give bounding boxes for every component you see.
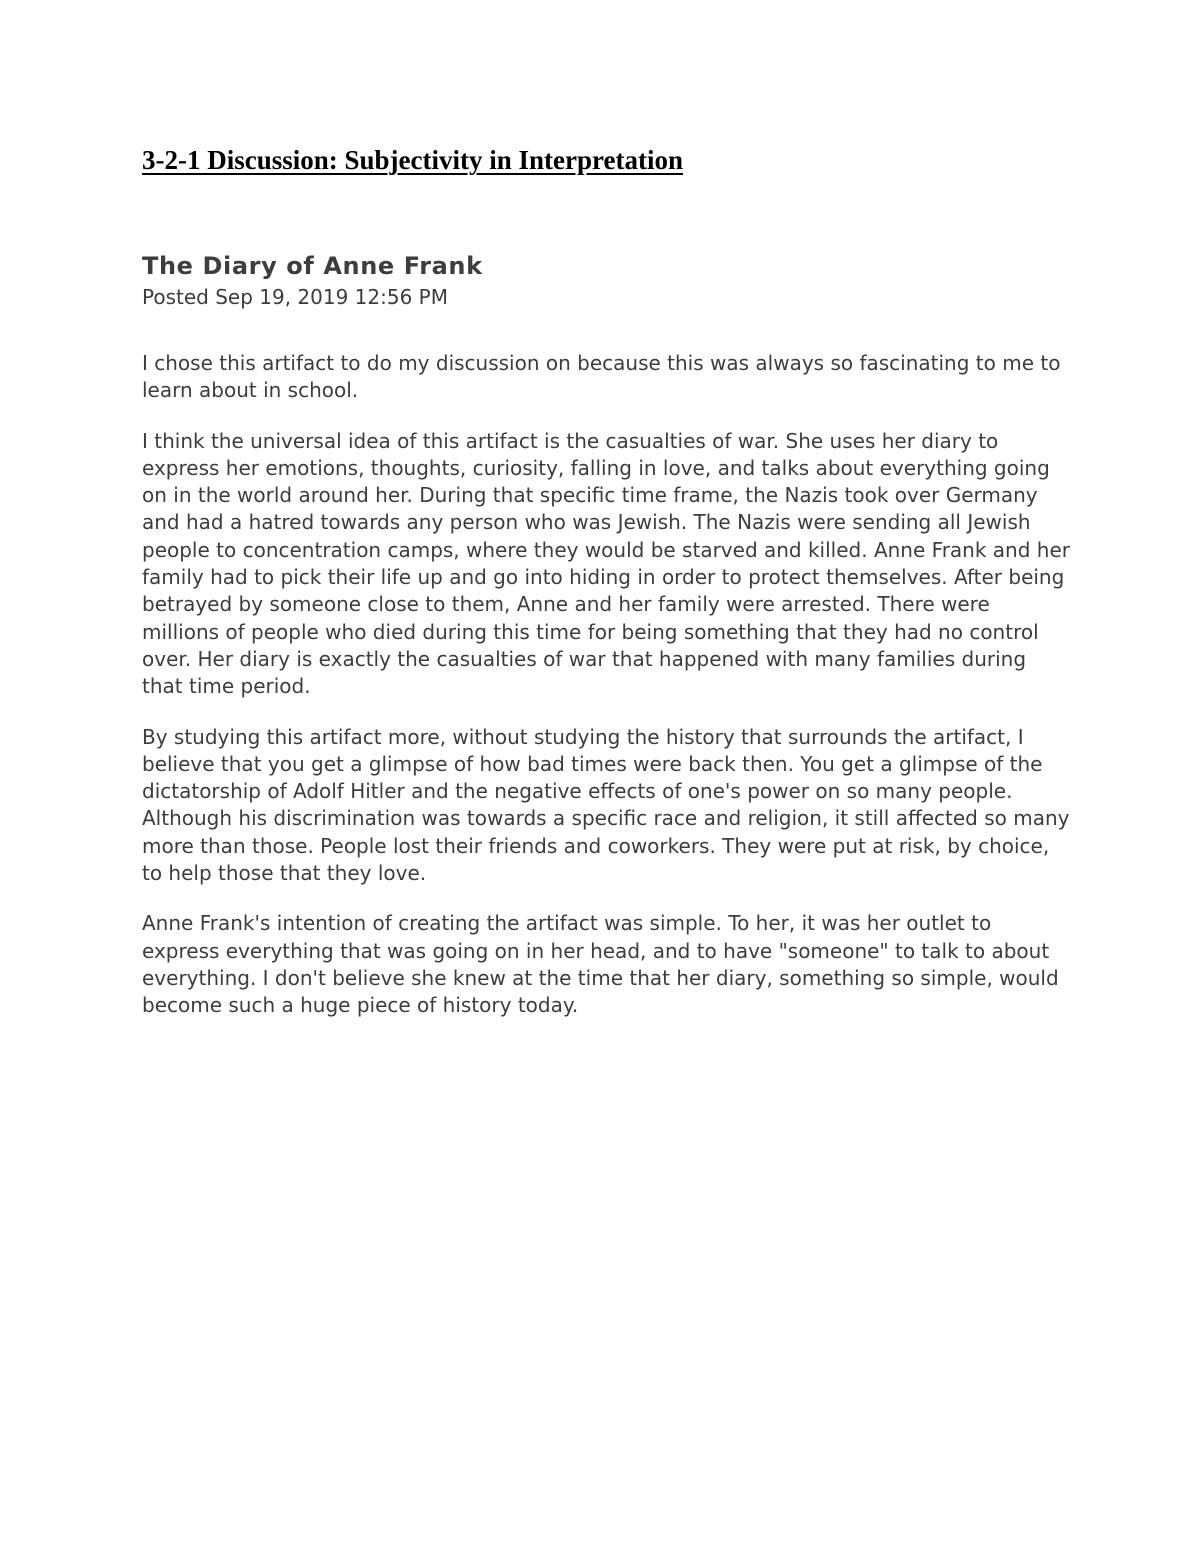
post-paragraph-4: Anne Frank's intention of creating the artifact was simple. To her, it was her outlet to express everything that was going on in her head, and to have "someone" to talk to about everything. I don't believe she knew at the time that her diary, something so simple, would become such a huge piece of history today.	[142, 911, 1059, 1018]
post-paragraph-2: I think the universal idea of this artifact is the casualties of war. She uses her diary to express her emotions, thoughts, curiosity, falling in love, and talks about everything going on in the world around her. During that specific time frame, the Nazis took over Germany and had a hatred towards any person who was Jewish. The Nazis were sending all Jewish people to concentration camps, where they would be starved and killed. Anne Frank and her family had to pick their life up and go into hiding in order to protect themselves. After being betrayed by someone close to them, Anne and her family were arrested. There were millions of people who died during this time for being something that they had no control over. Her diary is exactly the casualties of war that happened with many families during that time period.	[142, 428, 1070, 699]
document-heading: 3-2-1 Discussion: Subjectivity in Interpretation	[142, 145, 684, 175]
post-timestamp: Posted Sep 19, 2019 12:56 PM	[142, 285, 448, 309]
post-body	[142, 350, 1072, 1043]
post-title: The Diary of Anne Frank	[142, 252, 483, 280]
post-paragraph-3: By studying this artifact more, without studying the history that surrounds the artifact, I believe that you get a glimpse of how bad times were back then. You get a glimpse of the dictatorship of Adolf Hitler and the negative effects of one's power on so many people. Although his discrimination was towards a specific race and religion, it still affected so many more than those. People lost their friends and coworkers. They were put at risk, by choice, to help those that they love.	[142, 724, 1070, 886]
post-paragraph-1: I chose this artifact to do my discussion on because this was always so fascinating to me to learn about in school.	[142, 351, 1061, 403]
